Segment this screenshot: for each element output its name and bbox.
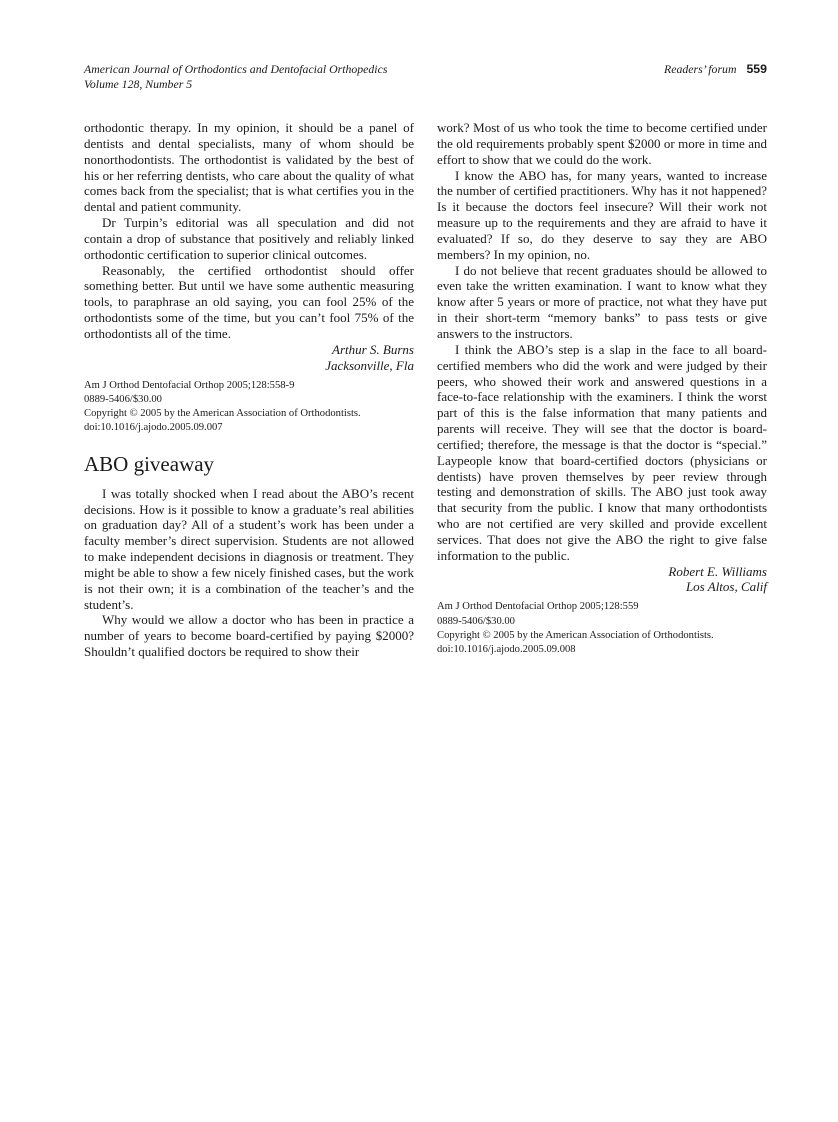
paragraph: orthodontic therapy. In my opinion, it should be a panel of dentists and dental specialists, many of whom should be nonorthodontists. The orthodontist is validated by the best of his or her referring dentists, who care about the quality of what comes back from the specialist; that is what certifies you in the dental and patient community. [84,120,414,215]
section-name: Readers’ forum [664,62,737,76]
citation-line: Copyright © 2005 by the American Association of Orthodontists. [437,629,714,641]
citation-block [84,379,414,436]
running-head-left [84,62,387,91]
signature-location: Jacksonville, Fla [325,357,414,373]
letter-signature [84,342,414,374]
citation-line: Am J Orthod Dentofacial Orthop 2005;128:558-9 [84,379,295,391]
citation-line: Am J Orthod Dentofacial Orthop 2005;128:559 [437,601,639,613]
paragraph: Reasonably, the certified orthodontist should offer something better. But until we have some authentic measuring tools, to paraphrase an old saying, you can fool 25% of the orthodontists some of the time, but you can’t fool 75% of the orthodontists all of the time. [84,262,414,341]
paragraph: I think the ABO’s step is a slap in the face to all board-certified members who did the work and were judged by their peers, who showed their work and answered questions in a face-to-face relationship with the examiners. I think the worst part of this is the false information that many patients and parents will receive. They will see that the doctor is board-certified; therefore, the message is that the doctor is “special.” Laypeople know that board-certified doctors (physicians or dentists) have proven themselves by peer review through testing and demonstration of skills. The ABO just took away that security from the public. I know that many orthodontists who are not certified are very skilled and provide excellent services. That does not give the ABO the right to give false information to the public. [437,341,767,563]
signature-name: Arthur S. Burns [332,341,414,357]
citation-line: 0889-5406/$30.00 [84,393,162,405]
running-head-right [664,62,767,77]
letter-signature [437,564,767,596]
left-column [84,120,414,660]
volume-line: Volume 128, Number 5 [84,76,193,91]
paragraph: I know the ABO has, for many years, wanted to increase the number of certified practitioners. Why has it not happened? Is it because the doctors feel insecure? Will their work not measure up to the requirements and they are afraid to have it evaluated? If so, do they deserve to say they are ABO members? In my opinion, no. [437,167,767,262]
journal-page [84,62,767,660]
citation-line: doi:10.1016/j.ajodo.2005.09.007 [84,422,223,434]
paragraph: I was totally shocked when I read about the ABO’s recent decisions. How is it possible to know a graduate’s real abilities on graduation day? All of a student’s work has been under a faculty member’s direct supervision. Students are not allowed to make independent decisions in diagnosis or treatment. They might be able to show a few nicely finished cases, but the work is not their own; it is a combination of the teacher’s and the student’s. [84,485,414,612]
running-head [84,62,767,91]
letter-title: ABO giveaway [84,451,215,476]
text-columns [84,120,767,660]
paragraph: work? Most of us who took the time to become certified under the old requirements probably spent $2000 or more in time and effort to show that we could do the work. [437,120,767,167]
paragraph: I do not believe that recent graduates should be allowed to even take the written examination. I want to know what they know after 5 years or more of practice, not what they have put in their short-term “memory banks” to pass tests or give answers to the instructors. [437,262,767,341]
signature-location: Los Altos, Calif [685,579,767,595]
page-number: 559 [746,62,767,76]
citation-block [437,600,767,657]
citation-line: 0889-5406/$30.00 [437,615,515,627]
journal-title: American Journal of Orthodontics and Dentofacial Orthopedics [84,62,388,76]
signature-name: Robert E. Williams [668,563,767,579]
citation-line: Copyright © 2005 by the American Association of Orthodontists. [84,408,361,420]
paragraph: Why would we allow a doctor who has been in practice a number of years to become board-certified by paying $2000? Shouldn’t qualified doctors be required to show their [84,612,414,660]
citation-line: doi:10.1016/j.ajodo.2005.09.008 [437,644,576,656]
right-column [437,120,767,660]
paragraph: Dr Turpin’s editorial was all speculation and did not contain a drop of substance that positively and reliably linked orthodontic certification to superior clinical outcomes. [84,215,414,262]
